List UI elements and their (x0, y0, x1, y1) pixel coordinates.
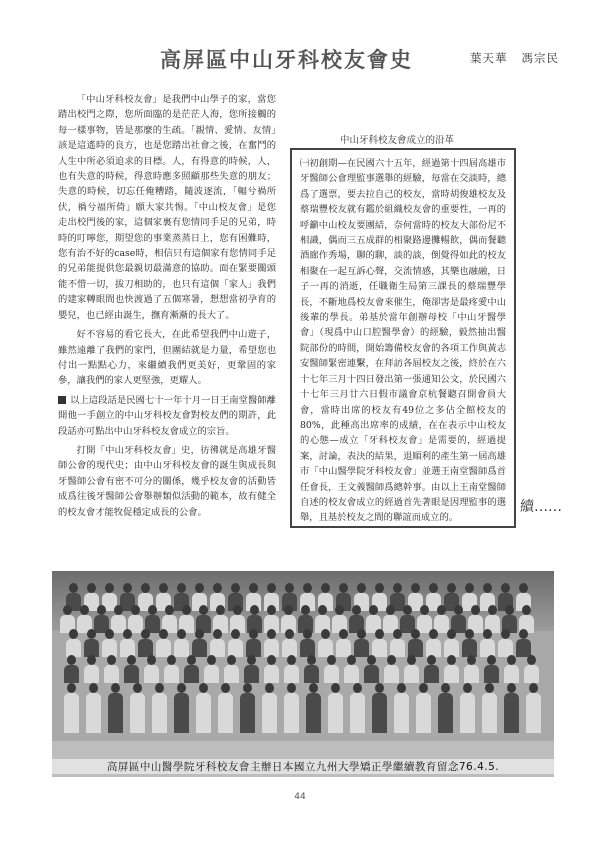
person-head (141, 583, 150, 593)
person-body (426, 639, 441, 657)
person-head (141, 629, 150, 639)
person-body (196, 693, 211, 733)
person-head (463, 683, 472, 693)
person-head (527, 655, 536, 665)
person-head (97, 605, 106, 615)
person-body (174, 693, 189, 733)
person-body (306, 693, 321, 733)
person-body (354, 639, 369, 657)
person-head (519, 583, 528, 593)
person-body (364, 665, 379, 683)
person-head (250, 605, 259, 615)
title-main: 中山牙科校友會史 (229, 47, 413, 72)
person-head (131, 605, 140, 615)
person-head (284, 605, 293, 615)
person-head (501, 629, 510, 639)
person-head (195, 629, 204, 639)
title-prefix: 高屏區 (160, 47, 229, 72)
person-body (444, 665, 459, 683)
person-head (386, 605, 395, 615)
person-body (328, 693, 343, 733)
person-head (105, 629, 114, 639)
history-sidebar-box (290, 148, 516, 528)
person-head (307, 655, 316, 665)
square-bullet-icon (58, 396, 66, 404)
person-head (357, 583, 366, 593)
person-head (267, 629, 276, 639)
person-body (284, 665, 299, 683)
person-head (519, 629, 528, 639)
person-head (87, 655, 96, 665)
person-head (397, 683, 406, 693)
person-head (249, 629, 258, 639)
person-head (265, 683, 274, 693)
person-body (372, 639, 387, 657)
person-head (147, 655, 156, 665)
person-head (447, 583, 456, 593)
person-body (484, 665, 499, 683)
person-body (108, 693, 123, 733)
person-head (155, 683, 164, 693)
person-head (287, 655, 296, 665)
person-head (411, 583, 420, 593)
person-body (504, 665, 519, 683)
person-head (233, 605, 242, 615)
person-body (156, 639, 171, 657)
person-body (416, 693, 431, 733)
person-head (187, 655, 196, 665)
person-body (192, 639, 207, 657)
author-2: 馮宗民 (521, 51, 559, 65)
person-body (64, 693, 79, 733)
person-head (437, 605, 446, 615)
person-body (324, 665, 339, 683)
person-head (467, 655, 476, 665)
person-head (471, 605, 480, 615)
person-head (318, 605, 327, 615)
person-head (339, 583, 348, 593)
person-body (394, 693, 409, 733)
person-head (347, 655, 356, 665)
person-body (262, 693, 277, 733)
person-head (243, 683, 252, 693)
person-head (393, 583, 402, 593)
person-head (483, 629, 492, 639)
person-head (367, 655, 376, 665)
person-body (304, 665, 319, 683)
person-head (249, 583, 258, 593)
person-body (372, 693, 387, 733)
person-head (441, 683, 450, 693)
person-body (336, 639, 351, 657)
person-body (524, 665, 539, 683)
person-head (213, 629, 222, 639)
person-head (501, 583, 510, 593)
person-head (427, 655, 436, 665)
person-head (485, 683, 494, 693)
person-head (89, 683, 98, 693)
person-head (375, 683, 384, 693)
person-body (184, 665, 199, 683)
person-body (424, 665, 439, 683)
person-head (111, 683, 120, 693)
person-head (195, 583, 204, 593)
continued-mark: 續…… (520, 499, 562, 515)
person-head (331, 683, 340, 693)
person-head (321, 629, 330, 639)
article-title (160, 44, 413, 74)
person-body (124, 665, 139, 683)
person-head (107, 655, 116, 665)
person-body (66, 639, 81, 657)
page-number: 44 (294, 792, 306, 802)
person-head (454, 605, 463, 615)
person-head (488, 605, 497, 615)
person-body (240, 693, 255, 733)
person-head (213, 583, 222, 593)
sidebar-heading: 中山牙科校友會成立的沿革 (340, 132, 454, 149)
person-head (285, 629, 294, 639)
person-body (504, 693, 519, 733)
person-head (216, 605, 225, 615)
person-head (522, 605, 531, 615)
person-body (404, 665, 419, 683)
person-head (67, 655, 76, 665)
person-body (384, 665, 399, 683)
person-head (207, 655, 216, 665)
person-head (69, 629, 78, 639)
person-body (482, 693, 497, 733)
person-head (221, 683, 230, 693)
person-head (507, 655, 516, 665)
person-head (529, 683, 538, 693)
person-head (199, 605, 208, 615)
person-body (438, 693, 453, 733)
person-head (465, 629, 474, 639)
person-head (403, 605, 412, 615)
person-head (335, 605, 344, 615)
person-body (218, 693, 233, 733)
group-photo (52, 571, 554, 777)
person-head (114, 605, 123, 615)
person-body (526, 693, 541, 733)
person-head (177, 683, 186, 693)
person-head (411, 629, 420, 639)
person-body (246, 639, 261, 657)
person-head (387, 655, 396, 665)
person-head (159, 583, 168, 593)
person-head (357, 629, 366, 639)
person-body (164, 665, 179, 683)
person-head (327, 655, 336, 665)
person-head (465, 583, 474, 593)
person-head (487, 655, 496, 665)
authors (470, 50, 573, 66)
page-header (0, 44, 600, 74)
person-head (267, 655, 276, 665)
person-body (460, 693, 475, 733)
paragraph-4: 打開「中山牙科校友會」史，彷彿就是高雄牙醫師公會的現代史；由中山牙科校友會的誕生與成長與牙醫師公會有密不可分的關係，幾乎校友會的活動皆成爲往後牙醫師公會舉辦類似活動的範本，故有健全的校友會才能牧促穩定成長的公會。 (58, 444, 276, 518)
person-head (301, 605, 310, 615)
person-body (144, 665, 159, 683)
person-head (87, 583, 96, 593)
person-head (80, 605, 89, 615)
person-head (199, 683, 208, 693)
person-head (429, 629, 438, 639)
person-head (285, 583, 294, 593)
person-head (507, 683, 516, 693)
person-head (447, 629, 456, 639)
person-head (231, 583, 240, 593)
person-body (84, 665, 99, 683)
person-body (244, 665, 259, 683)
person-head (247, 655, 256, 665)
person-head (352, 605, 361, 615)
person-body (464, 665, 479, 683)
person-head (369, 605, 378, 615)
person-body (516, 639, 531, 657)
person-head (123, 629, 132, 639)
left-column-text (58, 92, 276, 524)
person-head (105, 583, 114, 593)
person-head (353, 683, 362, 693)
person-head (87, 629, 96, 639)
person-head (148, 605, 157, 615)
person-body (86, 693, 101, 733)
paragraph-2: 好不容易的看它長大，在此希望我們中山遊子，雖然遠離了我們的家門，但團結就是力量，希望您也付出一點點心力，來繼續我們更美好，更鞏固的家參，讓我們的家人更堅強，更耀人。 (58, 329, 276, 387)
person-body (130, 693, 145, 733)
author-1: 葉天華 (470, 51, 508, 65)
person-head (182, 605, 191, 615)
person-head (309, 683, 318, 693)
person-body (224, 665, 239, 683)
person-head (375, 629, 384, 639)
person-head (167, 655, 176, 665)
person-head (429, 583, 438, 593)
person-head (505, 605, 514, 615)
person-head (67, 683, 76, 693)
person-head (287, 683, 296, 693)
person-body (350, 693, 365, 733)
person-head (375, 583, 384, 593)
paragraph-3 (58, 393, 276, 439)
paragraph-1: 「中山牙科校友會」是我們中山學子的家，當您踏出校門之際，您所面臨的是茫茫人海，您所接觸的每一樣事物，皆是那麼的生疏。「親情、愛情、友情」該是這遙時的良方，也是您踏出社會之後，在奮鬥的人生中所必須追求的目標。人，有得意的時候，人，也有失意的時候，得意時應多照顧那些失意的朋友；失意的時候，切忘任俺糟踏，隨波逐流，「輻兮禍所伏，禍兮福所倚」願大家共惕。「中山校友會」是您走出校門後的家，這個家裏有您情同手足的兄弟，時時的叮嚀您，期望您的事業蒸蒸日上，您有困難時，您有治不好的case時，相信只有這個家有您情同手足的兄弟能提供您最親切最滿意的協助。面在緊要關頭能不惜一切，拔刀相助的，也只有這個「家人」我們的建家轉眼間也快渡過了五個寒暑，想想當初孕育的嬰兒，也已經由誕生，撫育漸漸的長大了。 (58, 94, 276, 321)
person-head (231, 629, 240, 639)
sidebar-text: ㈠初創期—在民國六十五年，經過第十四屆高雄市牙醫師公會理監事選舉的經驗，毎當在交談時，總爲了選票，要去拉自己的校友，當時胡俊雄校友及蔡瑞豐校友就有鑑於組織校友會的重要性，一再的呼籲中山校友要團結，奈何當時的校友大部份尼不相識，偶而三五成群的相聚路邊攤暢飲，偶而餐聽酒廊作秀場，聊的聊，談的談，倒覺得如此的校友相聚在一起互訴心聲，交流情感，其樂也融融，日子一再的消逝，任職衛生局第三課長的蔡瑞豐學長，不斷地爲校友會來催生，俺卻害是最疼愛中山後輩的學長。弟基於當年創辦母校「中山牙醫學會」（現爲中山口腔醫學會）的經驗，毅然抽出醫院部份的時間，開始籌備校友會的各項工作與黃志安醫師緊密連繫，在拜訪各屆校友之後，終於在六十七年三月十四日發出第一張通知公文，於民國六十七年三月廿六日假市議會京杭餐聽召開會員大會，當時出席的校友有49位之多佔全館校友的80%，此種高出席率的成績，在在表示中山校友的心態—成立「牙科校友會」是需要的，經過提案，討論，表決的結果，退順利的產生第一屆高雄市「中山醫學院牙科校友會」並選王南堂醫師爲首任會長，王文義醫師爲總幹事。由以上王南堂醫師自述的校友會成立的經過首先著眼是因理監事的選舉，且基於校友之間的聯誼而成立的。 (300, 158, 506, 524)
person-head (159, 629, 168, 639)
person-body (344, 665, 359, 683)
person-head (123, 583, 132, 593)
person-head (127, 655, 136, 665)
person-head (483, 583, 492, 593)
person-head (303, 629, 312, 639)
photo-caption: 高屏區中山醫學院牙科校友會主辦日本國立九州大學矯正學繼續教育留念76.4.5. (52, 759, 554, 774)
person-head (407, 655, 416, 665)
person-head (267, 583, 276, 593)
person-head (420, 605, 429, 615)
person-head (133, 683, 142, 693)
person-head (303, 583, 312, 593)
person-head (227, 655, 236, 665)
person-body (174, 639, 189, 657)
person-head (177, 583, 186, 593)
person-head (419, 683, 428, 693)
person-head (447, 655, 456, 665)
paragraph-3-text: 以上這段話是民國七十一年十月一日王南堂醫師離開他一手創立的中山牙科校友會對校友們的期許，此段話亦可點出中山牙科校友會成立的宗旨。 (58, 394, 276, 437)
person-body (264, 665, 279, 683)
person-body (204, 665, 219, 683)
photo-people (52, 571, 554, 777)
person-head (339, 629, 348, 639)
person-head (69, 583, 78, 593)
person-head (177, 629, 186, 639)
person-head (267, 605, 276, 615)
person-head (63, 605, 72, 615)
person-body (64, 665, 79, 683)
person-body (284, 693, 299, 733)
person-body (152, 693, 167, 733)
person-head (393, 629, 402, 639)
person-head (321, 583, 330, 593)
person-body (104, 665, 119, 683)
person-head (165, 605, 174, 615)
